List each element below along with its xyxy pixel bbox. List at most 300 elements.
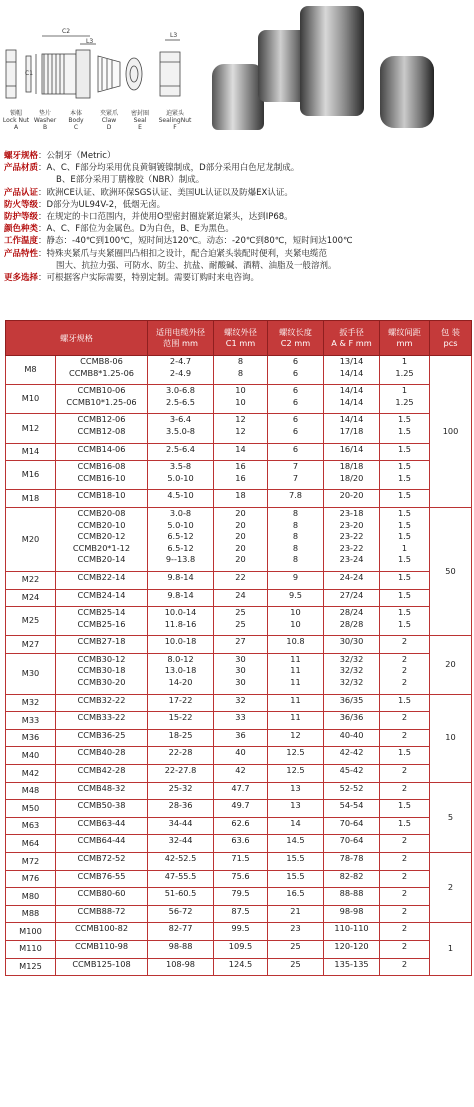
c2-cell: 6 — [268, 426, 324, 438]
pitch-cell: 1.5 — [380, 817, 430, 829]
cable-range-cell: 9--13.8 — [148, 554, 214, 566]
c2-cell: 7 — [268, 461, 324, 473]
spec-line — [4, 162, 472, 174]
model-cell: CCMB25-16 — [56, 619, 148, 631]
model-cell: CCMB20-12 — [56, 531, 148, 543]
table-row — [6, 905, 472, 917]
af-cell: 16/14 — [324, 443, 380, 455]
af-cell: 23-22 — [324, 543, 380, 555]
c1-cell: 33 — [214, 712, 268, 724]
c1-cell: 75.6 — [214, 870, 268, 882]
table-header-row — [6, 321, 472, 356]
model-cell: CCMB30-18 — [56, 665, 148, 677]
model-cell: CCMB12-06 — [56, 414, 148, 426]
spec-line — [4, 248, 472, 260]
c1-cell: 40 — [214, 747, 268, 759]
col-header-cable-range: 适用电缆外径 范围 mm — [148, 321, 214, 356]
spec-value: ：欧洲CE认证、欧洲环保SGS认证、美国UL认证以及防爆EX认证。 — [38, 187, 293, 198]
pack-cell: 5 — [430, 782, 472, 852]
cable-range-cell: 28-36 — [148, 800, 214, 812]
table-row — [6, 589, 472, 601]
table-row — [6, 888, 472, 900]
thread-cell: M8 — [6, 356, 56, 385]
pitch-cell: 2 — [380, 729, 430, 741]
table-row — [6, 543, 472, 555]
af-cell: 28/24 — [324, 607, 380, 619]
thread-cell: M48 — [6, 782, 56, 800]
thread-cell: M40 — [6, 747, 56, 765]
c2-cell: 12 — [268, 729, 324, 741]
pitch-cell: 2 — [380, 636, 430, 648]
table-row — [6, 958, 472, 970]
model-cell: CCMB16-08 — [56, 461, 148, 473]
pitch-cell: 1.5 — [380, 531, 430, 543]
cable-range-cell: 34-44 — [148, 817, 214, 829]
table-row — [6, 426, 472, 438]
spec-value: ：特殊夹紧爪与夹紧圈凹凸相扣之设计，配合迫紧头装配时便利，夹紧电缆范 — [38, 248, 328, 259]
c1-cell: 20 — [214, 554, 268, 566]
af-cell: 88-88 — [324, 888, 380, 900]
c1-cell: 99.5 — [214, 923, 268, 935]
c1-cell: 10 — [214, 397, 268, 409]
cable-range-cell: 6.5-12 — [148, 531, 214, 543]
spec-key: 工作温度 — [4, 236, 39, 247]
c1-cell: 16 — [214, 461, 268, 473]
model-cell: CCMB48-32 — [56, 782, 148, 794]
cable-range-cell: 13.0-18 — [148, 665, 214, 677]
model-cell: CCMB72-52 — [56, 853, 148, 865]
dim-c2: C2 — [62, 28, 71, 35]
af-cell: 28/28 — [324, 619, 380, 631]
c2-cell: 11 — [268, 653, 324, 665]
table-row — [6, 531, 472, 543]
model-cell: CCMB36-25 — [56, 729, 148, 741]
model-cell: CCMB76-55 — [56, 870, 148, 882]
af-cell: 32/32 — [324, 665, 380, 677]
c1-cell: 20 — [214, 520, 268, 532]
table-row — [6, 461, 472, 473]
model-cell: CCMB100-82 — [56, 923, 148, 935]
c2-cell: 7 — [268, 473, 324, 485]
model-cell: CCMB24-14 — [56, 589, 148, 601]
cable-range-cell: 3.5-8 — [148, 461, 214, 473]
thread-cell: M80 — [6, 888, 56, 906]
pitch-cell: 1.5 — [380, 461, 430, 473]
spec-line — [4, 199, 472, 211]
c2-cell: 10 — [268, 607, 324, 619]
af-cell: 36/36 — [324, 712, 380, 724]
thread-cell: M32 — [6, 694, 56, 712]
cable-range-cell: 22-28 — [148, 747, 214, 759]
pitch-cell: 2 — [380, 905, 430, 917]
thread-cell: M72 — [6, 853, 56, 871]
c1-cell: 14 — [214, 443, 268, 455]
pitch-cell: 1.25 — [380, 397, 430, 409]
af-cell: 14/14 — [324, 397, 380, 409]
thread-cell: M76 — [6, 870, 56, 888]
col-header-thread: 螺牙规格 — [6, 321, 148, 356]
thread-cell: M12 — [6, 414, 56, 443]
af-cell: 36/35 — [324, 694, 380, 706]
thread-cell: M24 — [6, 589, 56, 607]
table-row — [6, 835, 472, 847]
model-cell: CCMB20-10 — [56, 520, 148, 532]
thread-cell: M22 — [6, 571, 56, 589]
thread-cell: M33 — [6, 712, 56, 730]
product-photo-4 — [380, 56, 434, 128]
thread-cell: M100 — [6, 923, 56, 941]
table-row — [6, 490, 472, 502]
af-cell: 18/18 — [324, 461, 380, 473]
c1-cell: 30 — [214, 665, 268, 677]
c1-cell: 12 — [214, 414, 268, 426]
c2-cell: 8 — [268, 543, 324, 555]
pitch-cell: 2 — [380, 712, 430, 724]
pitch-cell: 1.5 — [380, 800, 430, 812]
cable-range-cell: 47-55.5 — [148, 870, 214, 882]
thread-cell: M110 — [6, 940, 56, 958]
c1-cell: 20 — [214, 531, 268, 543]
pitch-cell: 1.5 — [380, 607, 430, 619]
cable-range-cell: 2-4.7 — [148, 356, 214, 368]
model-cell: CCMB50-38 — [56, 800, 148, 812]
af-cell: 27/24 — [324, 589, 380, 601]
spec-key: 产品特性 — [4, 248, 39, 259]
table-row — [6, 473, 472, 485]
cable-range-cell: 22-27.8 — [148, 765, 214, 777]
pitch-cell: 1.5 — [380, 554, 430, 566]
table-row — [6, 397, 472, 409]
spec-value: ：D部分为UL94V-2，低烟无卤。 — [38, 199, 166, 210]
c1-cell: 27 — [214, 636, 268, 648]
pitch-cell: 1.5 — [380, 507, 430, 519]
part-label-washer: 垫片 Washer B — [33, 110, 57, 131]
pitch-cell: 1.5 — [380, 426, 430, 438]
c2-cell: 10.8 — [268, 636, 324, 648]
part-label-sealing-nut: 迫紧头 SealingNut F — [158, 110, 192, 131]
table-row — [6, 665, 472, 677]
thread-cell: M20 — [6, 507, 56, 571]
c2-cell: 9 — [268, 571, 324, 583]
pitch-cell: 2 — [380, 940, 430, 952]
table-row — [6, 414, 472, 426]
model-cell: CCMB30-20 — [56, 677, 148, 689]
af-cell: 32/32 — [324, 653, 380, 665]
c2-cell: 6 — [268, 443, 324, 455]
pitch-cell: 1.5 — [380, 520, 430, 532]
cable-range-cell: 17-22 — [148, 694, 214, 706]
table-row — [6, 923, 472, 935]
af-cell: 20-20 — [324, 490, 380, 502]
af-cell: 70-64 — [324, 835, 380, 847]
c1-cell: 25 — [214, 607, 268, 619]
model-cell: CCMB125-108 — [56, 958, 148, 970]
cable-range-cell: 3-6.4 — [148, 414, 214, 426]
af-cell: 54-54 — [324, 800, 380, 812]
cable-range-cell: 10.0-18 — [148, 636, 214, 648]
product-photo-3 — [300, 6, 364, 116]
pitch-cell: 1 — [380, 543, 430, 555]
c1-cell: 8 — [214, 368, 268, 380]
c1-cell: 20 — [214, 543, 268, 555]
model-cell: CCMB18-10 — [56, 490, 148, 502]
cable-range-cell: 82-77 — [148, 923, 214, 935]
thread-cell: M42 — [6, 765, 56, 783]
model-cell: CCMB8*1.25-06 — [56, 368, 148, 380]
model-cell: CCMB30-12 — [56, 653, 148, 665]
pitch-cell: 1 — [380, 385, 430, 397]
table-row — [6, 520, 472, 532]
cable-range-cell: 2.5-6.4 — [148, 443, 214, 455]
af-cell: 24-24 — [324, 571, 380, 583]
c1-cell: 22 — [214, 571, 268, 583]
cable-range-cell: 25-32 — [148, 782, 214, 794]
spec-value: ：公制牙（Metric） — [38, 151, 116, 161]
table-row — [6, 694, 472, 706]
table-row — [6, 554, 472, 566]
cable-range-cell: 2-4.9 — [148, 368, 214, 380]
spacer-cell — [214, 970, 268, 976]
c1-cell: 25 — [214, 619, 268, 631]
c2-cell: 6 — [268, 385, 324, 397]
col-header-c1: 螺纹外径 C1 mm — [214, 321, 268, 356]
c2-cell: 6 — [268, 368, 324, 380]
pack-cell: 2 — [430, 853, 472, 923]
af-cell: 120-120 — [324, 940, 380, 952]
model-cell: CCMB22-14 — [56, 571, 148, 583]
c2-cell: 14 — [268, 817, 324, 829]
af-cell: 14/14 — [324, 414, 380, 426]
thread-cell: M63 — [6, 817, 56, 835]
af-cell: 30/30 — [324, 636, 380, 648]
spec-key: 防护等级 — [4, 212, 39, 223]
pitch-cell: 1.5 — [380, 414, 430, 426]
spec-value: B、E部分采用丁腈橡胶（NBR）制成。 — [56, 175, 205, 186]
spec-line — [4, 174, 472, 186]
cable-range-cell: 8.0-12 — [148, 653, 214, 665]
model-cell: CCMB12-08 — [56, 426, 148, 438]
spec-value: ：静态：-40℃到100℃，短时间达120℃。动态：-20℃到80℃，短时间达100℃ — [38, 236, 353, 247]
model-cell: CCMB32-22 — [56, 694, 148, 706]
af-cell: 23-24 — [324, 554, 380, 566]
dim-l3-body: L3 — [86, 38, 94, 45]
af-cell: 23-20 — [324, 520, 380, 532]
af-cell: 42-42 — [324, 747, 380, 759]
model-cell: CCMB27-18 — [56, 636, 148, 648]
af-cell: 52-52 — [324, 782, 380, 794]
c1-cell: 47.7 — [214, 782, 268, 794]
pitch-cell: 2 — [380, 782, 430, 794]
spec-key: 防火等级 — [4, 199, 39, 210]
spec-value: ：A、C、F部位为金属色。D为白色，B、E为黑色。 — [38, 224, 234, 235]
c2-cell: 13 — [268, 800, 324, 812]
c2-cell: 8 — [268, 531, 324, 543]
af-cell: 40-40 — [324, 729, 380, 741]
c1-cell: 42 — [214, 765, 268, 777]
c2-cell: 10 — [268, 619, 324, 631]
cable-range-cell: 6.5-12 — [148, 543, 214, 555]
table-row — [6, 765, 472, 777]
pitch-cell: 1 — [380, 356, 430, 368]
col-header-pack: 包 装 pcs — [430, 321, 472, 356]
c1-cell: 49.7 — [214, 800, 268, 812]
col-header-c2: 螺纹长度 C2 mm — [268, 321, 324, 356]
cable-range-cell: 18-25 — [148, 729, 214, 741]
c2-cell: 6 — [268, 397, 324, 409]
af-cell: 78-78 — [324, 853, 380, 865]
spacer-cell — [56, 970, 148, 976]
table-row — [6, 853, 472, 865]
thread-cell: M125 — [6, 958, 56, 976]
spec-key: 颜色种类 — [4, 224, 39, 235]
dim-c1: C1 — [25, 70, 34, 77]
c1-cell: 62.6 — [214, 817, 268, 829]
group-spacer — [6, 970, 472, 976]
product-photo-1 — [212, 64, 264, 130]
c2-cell: 16.5 — [268, 888, 324, 900]
c1-cell: 87.5 — [214, 905, 268, 917]
table-row — [6, 712, 472, 724]
c2-cell: 25 — [268, 958, 324, 970]
table-row — [6, 619, 472, 631]
c1-cell: 30 — [214, 677, 268, 689]
table-row — [6, 653, 472, 665]
spec-key: 更多选择 — [4, 273, 39, 284]
model-cell: CCMB14-06 — [56, 443, 148, 455]
cable-range-cell: 11.8-16 — [148, 619, 214, 631]
c1-cell: 10 — [214, 385, 268, 397]
thread-cell: M18 — [6, 490, 56, 508]
c2-cell: 6 — [268, 356, 324, 368]
cable-range-cell: 14-20 — [148, 677, 214, 689]
pitch-cell: 1.5 — [380, 747, 430, 759]
c2-cell: 11 — [268, 694, 324, 706]
c2-cell: 11 — [268, 677, 324, 689]
table-row — [6, 870, 472, 882]
c2-cell: 9.5 — [268, 589, 324, 601]
model-cell: CCMB10*1.25-06 — [56, 397, 148, 409]
spec-value: ：可根据客户实际需要，特别定制。需要订购时来电咨询。 — [38, 273, 260, 284]
part-label-seal: 密封圈 Seal E — [130, 110, 149, 131]
af-cell: 98-98 — [324, 905, 380, 917]
spec-line — [4, 260, 472, 272]
model-cell: CCMB40-28 — [56, 747, 148, 759]
cable-range-cell: 15-22 — [148, 712, 214, 724]
c1-cell: 71.5 — [214, 853, 268, 865]
model-cell: CCMB20*1-12 — [56, 543, 148, 555]
thread-cell: M25 — [6, 607, 56, 636]
c1-cell: 20 — [214, 507, 268, 519]
af-cell: 110-110 — [324, 923, 380, 935]
table-row — [6, 356, 472, 368]
c2-cell: 12.5 — [268, 747, 324, 759]
af-cell: 17/18 — [324, 426, 380, 438]
pitch-cell: 2 — [380, 958, 430, 970]
thread-cell: M27 — [6, 636, 56, 654]
cable-range-cell: 32-44 — [148, 835, 214, 847]
cable-range-cell: 3.0-8 — [148, 507, 214, 519]
table-row — [6, 443, 472, 455]
cable-range-cell: 98-88 — [148, 940, 214, 952]
c1-cell: 63.6 — [214, 835, 268, 847]
spacer-cell — [380, 970, 430, 976]
pitch-cell: 2 — [380, 765, 430, 777]
cable-range-cell: 9.8-14 — [148, 589, 214, 601]
af-cell: 70-64 — [324, 817, 380, 829]
c2-cell: 11 — [268, 712, 324, 724]
c1-cell: 16 — [214, 473, 268, 485]
pitch-cell: 2 — [380, 665, 430, 677]
pitch-cell: 2 — [380, 853, 430, 865]
c2-cell: 6 — [268, 414, 324, 426]
spec-table-wrap — [5, 320, 471, 976]
model-cell: CCMB80-60 — [56, 888, 148, 900]
c2-cell: 12.5 — [268, 765, 324, 777]
cable-range-cell: 10.0-14 — [148, 607, 214, 619]
model-cell: CCMB63-44 — [56, 817, 148, 829]
table-row — [6, 677, 472, 689]
c2-cell: 23 — [268, 923, 324, 935]
model-cell: CCMB33-22 — [56, 712, 148, 724]
cable-range-cell: 5.0-10 — [148, 473, 214, 485]
c2-cell: 15.5 — [268, 870, 324, 882]
spec-table — [5, 320, 472, 976]
model-cell: CCMB16-10 — [56, 473, 148, 485]
cable-range-cell: 56-72 — [148, 905, 214, 917]
part-label-claw: 夹紧爪 Claw D — [99, 110, 118, 131]
pitch-cell: 1.25 — [380, 368, 430, 380]
model-cell: CCMB88-72 — [56, 905, 148, 917]
af-cell: 14/14 — [324, 385, 380, 397]
pitch-cell: 2 — [380, 923, 430, 935]
pitch-cell: 1.5 — [380, 589, 430, 601]
c1-cell: 18 — [214, 490, 268, 502]
cable-range-cell: 3.0-6.8 — [148, 385, 214, 397]
spec-value: 围大、抗拉力强、可防水、防尘、抗盐、耐酸碱、酒精、油脂及一般溶剂。 — [56, 260, 337, 271]
pack-cell: 20 — [430, 636, 472, 694]
pack-cell: 10 — [430, 694, 472, 782]
part-label-lock-nut: 锁帽 Lock Nut A — [2, 110, 30, 131]
table-row — [6, 507, 472, 519]
pitch-cell: 1.5 — [380, 443, 430, 455]
c1-cell: 124.5 — [214, 958, 268, 970]
thread-cell: M16 — [6, 461, 56, 490]
table-row — [6, 385, 472, 397]
spec-key: 产品材质 — [4, 163, 39, 174]
spacer-cell — [324, 970, 380, 976]
cable-range-cell: 108-98 — [148, 958, 214, 970]
af-cell: 135-135 — [324, 958, 380, 970]
spec-value: ：在规定的卡口范围内，并使用O型密封圈旋紧迫紧头，达到IP68。 — [38, 212, 293, 223]
table-row — [6, 782, 472, 794]
spec-line — [4, 235, 472, 247]
model-cell: CCMB10-06 — [56, 385, 148, 397]
spec-line — [4, 150, 472, 162]
table-row — [6, 368, 472, 380]
af-cell: 23-18 — [324, 507, 380, 519]
spec-line — [4, 211, 472, 223]
table-row — [6, 729, 472, 741]
model-cell: CCMB20-08 — [56, 507, 148, 519]
af-cell: 45-42 — [324, 765, 380, 777]
c2-cell: 15.5 — [268, 853, 324, 865]
af-cell: 18/20 — [324, 473, 380, 485]
c2-cell: 8 — [268, 520, 324, 532]
table-row — [6, 571, 472, 583]
c2-cell: 8 — [268, 554, 324, 566]
product-header-image — [0, 0, 474, 150]
model-cell: CCMB25-14 — [56, 607, 148, 619]
